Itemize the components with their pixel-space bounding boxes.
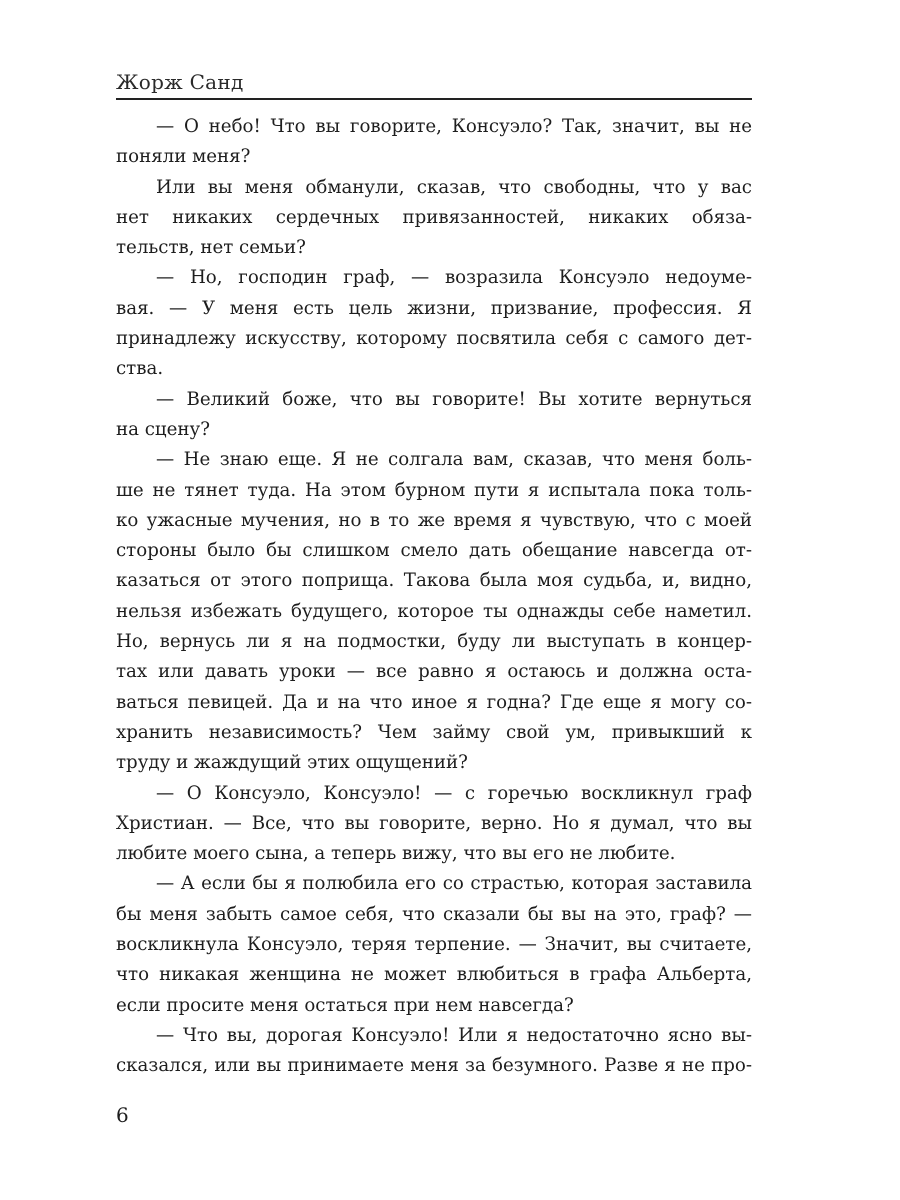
text-line: казаться от этого поприща. Такова была моя судьба, и, видно, <box>116 570 752 592</box>
text-line: — Что вы, дорогая Консуэло! Или я недостаточно ясно вы- <box>156 1024 752 1046</box>
text-line: стороны было бы слишком смело дать обещание навсегда от- <box>116 540 752 562</box>
text-line: сказался, или вы принимаете меня за безумного. Разве я не про- <box>116 1055 752 1077</box>
text-line: — О Консуэло, Консуэло! — с горечью воскликнул граф <box>156 782 752 804</box>
running-header <box>116 66 752 100</box>
text-line: любите моего сына, а теперь вижу, что вы его не любите. <box>116 843 676 865</box>
text-line: Но, вернусь ли я на подмостки, буду ли выступать в концер- <box>116 631 752 653</box>
text-line: воскликнула Консуэло, теряя терпение. — Значит, вы считаете, <box>116 934 752 956</box>
text-line: вая. — У меня есть цель жизни, призвание, профессия. Я <box>116 297 752 319</box>
text-line: — Не знаю еще. Я не солгала вам, сказав, что меня боль- <box>156 449 752 471</box>
text-line: Христиан. — Все, что вы говорите, верно. Но я думал, что вы <box>116 812 752 834</box>
text-line: хранить независимость? Чем займу свой ум, привыкший к <box>116 721 752 743</box>
text-line: тельств, нет семьи? <box>116 237 306 259</box>
text-line: нет никаких сердечных привязанностей, никаких обяза- <box>116 206 752 228</box>
text-line: тах или давать уроки — все равно я остаюсь и должна оста- <box>116 661 752 683</box>
text-line: — О небо! Что вы говорите, Консуэло? Так, значит, вы не <box>156 116 752 137</box>
text-line: Или вы меня обманули, сказав, что свободны, что у вас <box>156 176 752 198</box>
text-line: бы меня забыть самое себя, что сказали бы вы на это, граф? — <box>116 903 752 925</box>
text-line: поняли меня? <box>116 146 251 168</box>
text-line: нельзя избежать будущего, которое ты однажды себе наметил. <box>116 600 752 622</box>
text-line: — Великий боже, что вы говорите! Вы хотите вернуться <box>156 388 752 410</box>
text-line: — Но, господин граф, — возразила Консуэло недоуме- <box>156 267 752 289</box>
text-line: принадлежу искусству, которому посвятила себя с самого дет- <box>116 328 752 350</box>
text-line: труду и жаждущий этих ощущений? <box>116 752 468 774</box>
body-text <box>116 112 752 1082</box>
text-line: если просите меня остаться при нем навсегда? <box>116 994 574 1016</box>
text-line: ства. <box>116 358 164 380</box>
text-line: что никакая женщина не может влюбиться в графа Альберта, <box>116 964 752 986</box>
text-line: на сцену? <box>116 418 210 440</box>
text-line: — А если бы я полюбила его со страстью, которая заставила <box>156 873 752 895</box>
text-line: ше не тянет туда. На этом бурном пути я испытала пока толь- <box>116 479 752 501</box>
page-number: 6 <box>116 1103 129 1127</box>
text-line: ко ужасные мучения, но в то же время я чувствую, что с моей <box>116 509 752 531</box>
text-line: ваться певицей. Да и на что иное я годна? Где еще я могу со- <box>116 691 752 713</box>
running-title: Жорж Санд <box>116 70 244 94</box>
